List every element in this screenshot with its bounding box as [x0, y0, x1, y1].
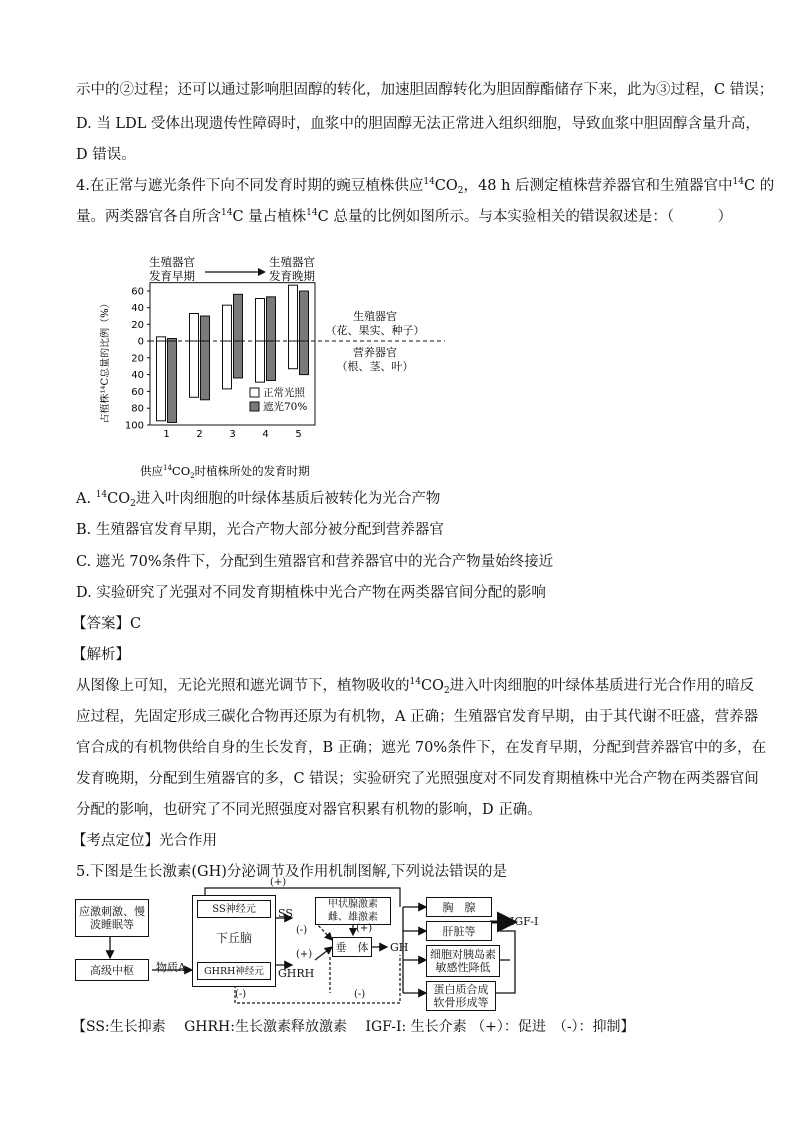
- q4-part-g: C 总量的比例如图所示。与本实验相关的错误叙述是：（ ）: [317, 209, 733, 225]
- superscript-14: 14: [306, 208, 318, 218]
- superscript-14: 14: [732, 177, 744, 187]
- reproductive-organ-label: 生殖器官: [353, 310, 397, 323]
- bar-vegetative: [267, 341, 276, 380]
- analysis-line-4: 发育晚期，分配到生殖器官的多，C 错误；实验研究了光照强度对不同发育期植株中光合产物在两类器官间: [76, 771, 759, 787]
- option-d: D. 实验研究了光强对不同发育期植株中光合产物在两类器官间分配的影响: [76, 585, 546, 601]
- analysis-1a: 从图像上可知，无论光照和遮光调节下，植物吸收的: [76, 678, 410, 694]
- answer-line: 【答案】C: [72, 616, 142, 632]
- top-right-label-1: 生殖器官: [269, 255, 315, 269]
- bar-reproductive: [267, 297, 276, 341]
- superscript-14: 14: [423, 177, 435, 187]
- bar-vegetative: [223, 341, 232, 389]
- top-left-label-1: 生殖器官: [149, 255, 195, 269]
- x-tick-label: 5: [295, 429, 302, 440]
- hypothalamus-label: 下丘脑: [215, 931, 252, 945]
- q4-part-e: 量。两类器官各自所含: [76, 209, 221, 225]
- bar-reproductive: [190, 314, 199, 342]
- x-tick-label: 2: [196, 429, 203, 440]
- q4-part-b: CO: [434, 178, 458, 194]
- subscript-2: 2: [443, 686, 450, 696]
- top-arrow-head: [258, 268, 266, 276]
- bar-vegetative: [157, 341, 166, 421]
- y-tick-label: 60: [131, 286, 144, 298]
- inhibit-sign: (-): [296, 925, 308, 936]
- text-line-2: D. 当 LDL 受体出现遗传性障碍时，血浆中的胆固醇无法正常进入组织细胞，导致血浆中胆固醇含量升高，: [76, 116, 760, 132]
- text-line-1: 示中的②过程；还可以通过影响胆固醇的转化，加速胆固醇转化为胆固醇酯储存下来，此为③过程，C 错误；: [76, 82, 774, 98]
- legend-swatch: [250, 388, 259, 397]
- text-line-3: D 错误。: [76, 147, 136, 163]
- vegetative-organ-detail: （根、茎、叶）: [336, 360, 414, 373]
- ghrh-neuron-box: GHRH神经元: [197, 962, 271, 980]
- promote-sign: (+): [296, 949, 313, 960]
- x-tick-label: 1: [163, 429, 170, 440]
- igf-label: IGF-Ⅰ: [510, 915, 539, 928]
- analysis-line-5: 分配的影响，也研究了不同光照强度对器官积累有机物的影响，D 正确。: [76, 802, 542, 818]
- option-a-label: A.: [76, 491, 96, 507]
- stress-stimulus-box: 应激刺激、慢波睡眠等: [75, 899, 149, 937]
- analysis-1b: CO: [420, 678, 444, 694]
- option-c: C. 遮光 70%条件下，分配到生殖器官和营养器官中的光合产物量始终接近: [76, 554, 554, 570]
- bar-chart: [100, 250, 460, 490]
- superscript-14: 14: [221, 208, 233, 218]
- bar-reproductive: [223, 305, 232, 341]
- analysis-heading: 【解析】: [72, 647, 130, 663]
- bar-vegetative: [234, 341, 243, 378]
- thyroid-hormone-box: 甲状腺激素 雌、雄激素: [315, 897, 391, 925]
- question-4-line-2: [76, 207, 732, 227]
- y-tick-label: 20: [131, 353, 144, 365]
- y-tick-label: 20: [131, 319, 144, 331]
- promote-sign: (+): [270, 877, 287, 888]
- subscript-2: 2: [130, 499, 136, 509]
- legend-label: 正常光照: [263, 387, 305, 399]
- insulin-sensitivity-box: 细胞对胰岛素 敏感性降低: [426, 945, 500, 977]
- y-tick-label: 0: [137, 336, 144, 348]
- question-5-line: 5.下图是生长激素(GH)分泌调节及作用机制图解,下列说法错误的是: [76, 864, 507, 880]
- inhibit-sign: (-): [354, 989, 366, 1000]
- option-a-text: 进入叶肉细胞的叶绿体基质后被转化为光合产物: [135, 491, 441, 507]
- q4-part-c: ，48 h 后测定植株营养器官和生殖器官中: [463, 178, 733, 194]
- ss-label: SS: [278, 907, 293, 920]
- y-tick-label: 40: [131, 303, 144, 315]
- question-4-line-1: [76, 176, 775, 196]
- option-a-co: CO: [107, 491, 131, 507]
- bar-reproductive: [300, 291, 309, 341]
- bar-reproductive: [234, 294, 243, 341]
- legend-label: 遮光70%: [263, 401, 308, 413]
- reproductive-organ-detail: （花、果实、种子）: [325, 324, 425, 337]
- y-tick-label: 80: [131, 403, 144, 415]
- superscript-14: 14: [409, 677, 421, 687]
- legend-swatch: [250, 402, 259, 411]
- analysis-1c: 进入叶肉细胞的叶绿体基质进行光合作用的暗反: [449, 678, 755, 694]
- y-axis-label: 占植株¹⁴C总量的比例（%）: [100, 298, 111, 424]
- legend-line: 【SS:生长抑素 GHRH:生长激素释放激素 IGF-Ⅰ: 生长介素 （+）：促进 （-）：抑制】: [72, 1019, 635, 1035]
- top-right-label-2: 发育晚期: [269, 269, 315, 283]
- bar-reproductive: [256, 299, 265, 342]
- x-axis-label: 供应$^{14}CO_2$时植株所处的发育时期: [140, 464, 310, 480]
- analysis-line-3: 官合成的有机物供给自身的生长发育，B 正确；遮光 70%条件下，在发育早期，分配到营养器官中的多，在: [76, 740, 767, 756]
- thymus-box: 胸 腺: [426, 897, 492, 917]
- bar-vegetative: [201, 341, 210, 400]
- top-left-label-2: 发育早期: [149, 269, 195, 283]
- inhibit-sign: (-): [235, 989, 247, 1000]
- x-tick-label: 3: [229, 429, 236, 440]
- higher-center-box: 高级中枢: [75, 959, 149, 981]
- pituitary-box: 垂 体: [332, 937, 372, 957]
- bar-vegetative: [190, 341, 199, 397]
- option-b: B. 生殖器官发育早期，光合产物大部分被分配到营养器官: [76, 522, 444, 538]
- ghrh-label: GHRH: [278, 967, 315, 980]
- y-tick-label: 60: [131, 386, 144, 398]
- bar-vegetative: [289, 341, 298, 369]
- q4-part-a: 4.在正常与遮光条件下向不同发育时期的豌豆植株供应: [76, 178, 424, 194]
- bar-vegetative: [168, 341, 177, 422]
- analysis-line-1: [76, 676, 755, 696]
- protein-synthesis-box: 蛋白质合成 软骨形成等: [426, 981, 496, 1011]
- vegetative-organ-label: 营养器官: [353, 346, 397, 359]
- gh-label: GH: [390, 941, 409, 954]
- x-tick-label: 4: [262, 429, 269, 440]
- bar-vegetative: [300, 341, 309, 375]
- bar-vegetative: [256, 341, 265, 382]
- option-a: [76, 489, 732, 509]
- substance-a-label: 物质A: [156, 961, 186, 974]
- hypothalamus-box: [192, 895, 276, 987]
- subscript-2: 2: [457, 186, 464, 196]
- q4-part-f: C 量占植株: [232, 209, 307, 225]
- liver-box: 肝脏等: [426, 921, 492, 941]
- bar-reproductive: [157, 337, 166, 341]
- y-tick-label: 100: [124, 420, 144, 432]
- q4-part-d: C 的: [743, 178, 775, 194]
- y-tick-label: 40: [131, 370, 144, 382]
- gh-regulation-diagram: [70, 877, 540, 1015]
- bar-reproductive: [289, 285, 298, 341]
- bar-reproductive: [201, 316, 210, 341]
- superscript-14: 14: [95, 490, 108, 500]
- promote-sign: (+): [356, 923, 373, 934]
- analysis-line-2: 应过程，先固定形成三碳化合物再还原为有机物，A 正确；生殖器官发育早期，由于其代谢不旺盛，营养器: [76, 709, 759, 725]
- ss-neuron-box: SS神经元: [197, 900, 271, 918]
- key-point-line: 【考点定位】光合作用: [72, 833, 217, 849]
